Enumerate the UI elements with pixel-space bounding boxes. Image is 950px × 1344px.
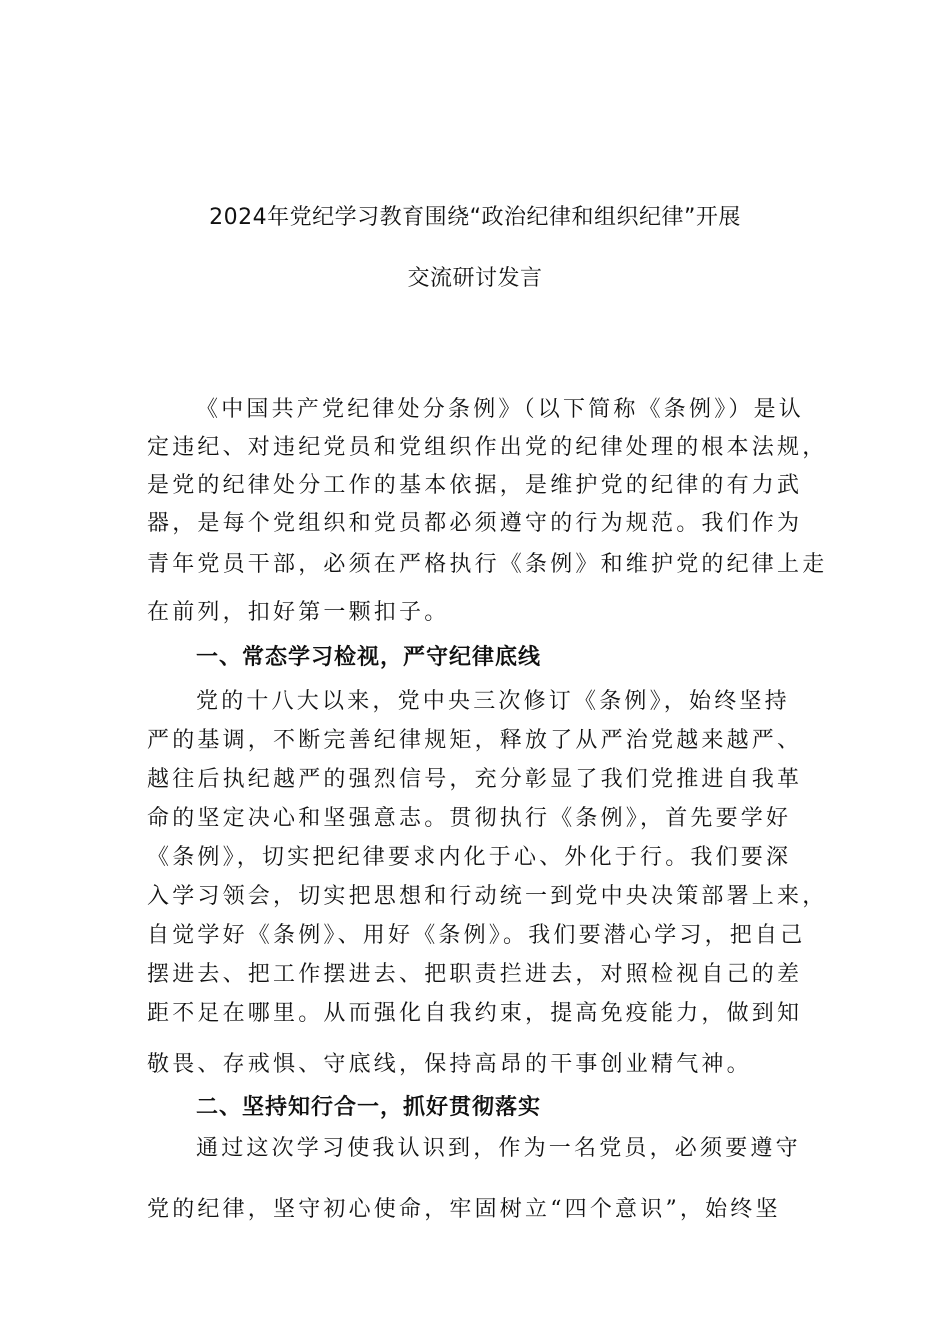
paragraph-line: 党的纪律，坚守初心使命，牢固树立“四个意识”，始终坚 [147,1197,781,1222]
paragraph-line: 青年党员干部，必须在严格执行《条例》和维护党的纪律上走 [147,552,828,577]
paragraph-line: 《条例》，切实把纪律要求内化于心、外化于行。我们要深 [147,845,792,870]
paragraph-line: 《中国共产党纪律处分条例》（以下简称《条例》）是认 [196,397,805,422]
document-title-line-2: 交流研讨发言 [407,266,543,291]
paragraph-line: 越往后执纪越严的强烈信号，充分彰显了我们党推进自我革 [147,767,803,792]
paragraph-line: 严的基调，不断完善纪律规矩，释放了从严治党越来越严、 [147,728,803,753]
paragraph-line: 在前列，扣好第一颗扣子。 [147,600,450,625]
paragraph-line: 摆进去、把工作摆进去、把职责拦进去，对照检视自己的差 [147,962,803,987]
paragraph-line: 距不足在哪里。从而强化自我约束，提高免疫能力，做到知 [147,1001,803,1026]
paragraph-line: 党的十八大以来，党中央三次修订《条例》，始终坚持 [196,689,790,714]
paragraph-line: 自觉学好《条例》、用好《条例》。我们要潜心学习，把自己 [147,923,806,948]
paragraph-line: 入学习领会，切实把思想和行动统一到党中央决策部署上来， [147,884,828,909]
paragraph-line: 定违纪、对违纪党员和党组织作出党的纪律处理的根本法规， [147,435,828,460]
paragraph-line: 是党的纪律处分工作的基本依据，是维护党的纪律的有力武 [147,473,803,498]
paragraph-line: 敬畏、存戒惧、守底线，保持高昂的干事创业精气神。 [147,1052,752,1077]
paragraph-line: 命的坚定决心和坚强意志。贯彻执行《条例》，首先要学好 [147,806,792,831]
paragraph-line: 通过这次学习使我认识到，作为一名党员，必须要遵守 [196,1136,801,1161]
section-heading-2: 二、坚持知行合一，抓好贯彻落实 [196,1095,542,1120]
paragraph-line: 器，是每个党组织和党员都必须遵守的行为规范。我们作为 [147,511,803,536]
document-title-line-1: 2024年党纪学习教育围绕“政治纪律和组织纪律”开展 [209,205,741,230]
section-heading-1: 一、常态学习检视，严守纪律底线 [196,645,542,670]
